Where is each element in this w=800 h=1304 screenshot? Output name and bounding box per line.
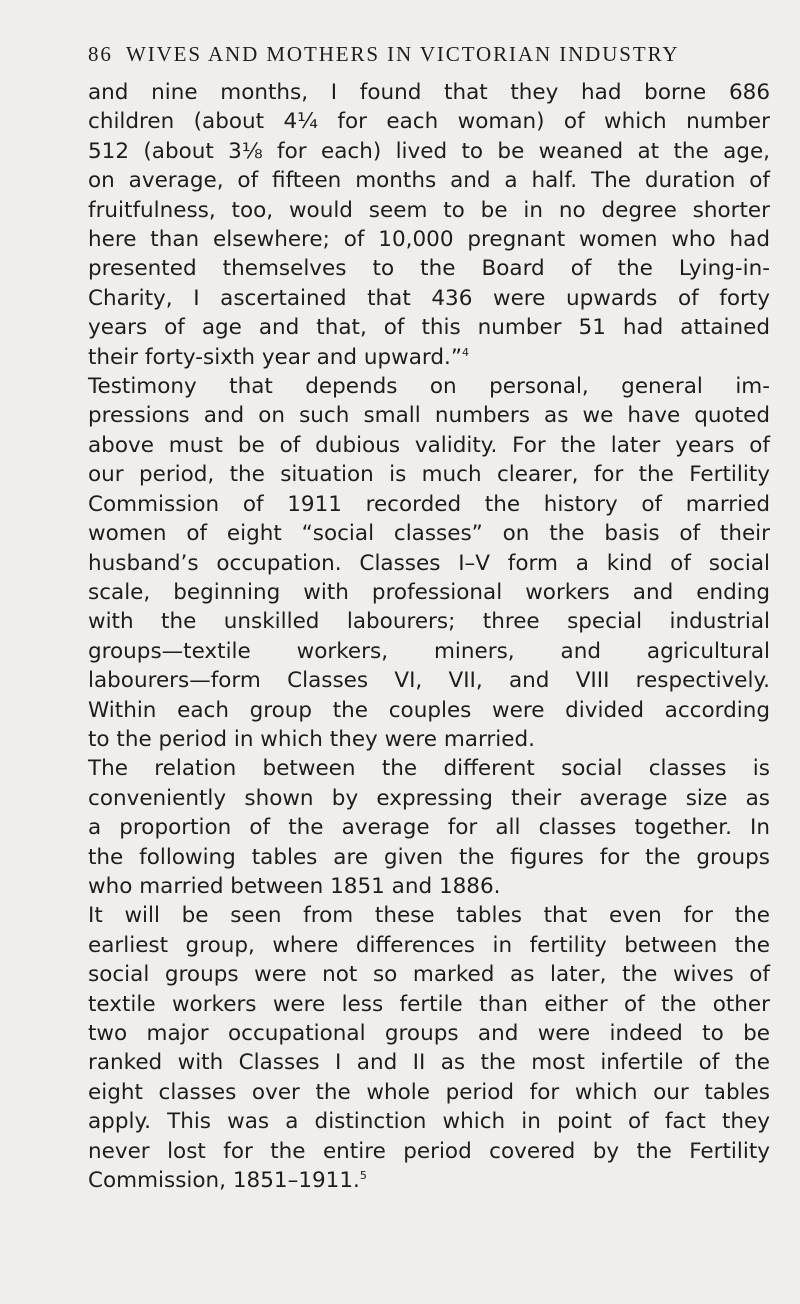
text-line: a proportion of the average for all classes together. In xyxy=(88,815,770,841)
text-line: earliest group, where differences in fertility between the xyxy=(88,932,770,958)
footnote-reference[interactable]: 4 xyxy=(462,345,470,359)
text-line: years of age and that, of this number 51 had attained xyxy=(88,315,770,341)
text-line: and nine months, I found that they had borne 686 xyxy=(88,80,770,105)
paragraph xyxy=(88,901,770,1195)
text-line: groups—textile workers, miners, and agricultural xyxy=(88,638,770,664)
text-line: their forty-sixth year and upward.”$^4$ xyxy=(88,344,470,370)
text-line: ranked with Classes I and II as the most infertile of the xyxy=(88,1050,770,1076)
text-line: women of eight “social classes” on the basis of their xyxy=(88,521,770,547)
body-text xyxy=(88,78,770,1195)
paragraph xyxy=(88,78,770,372)
text-line: presented themselves to the Board of the Lying-in- xyxy=(88,256,770,282)
text-line: Testimony that depends on personal, general im- xyxy=(88,374,770,400)
text-line: conveniently shown by expressing their average size as xyxy=(88,785,770,811)
text-line: Commission, 1851–1911.$^5$ xyxy=(88,1168,367,1194)
text-line: here than elsewhere; of 10,000 pregnant women who had xyxy=(88,227,770,253)
text-line: the following tables are given the figures for the groups xyxy=(88,844,770,870)
text-line: with the unskilled labourers; three special industrial xyxy=(88,609,770,635)
text-line: on average, of fifteen months and a half. The duration of xyxy=(88,168,770,194)
text-line: It will be seen from these tables that even for the xyxy=(88,903,770,929)
text-line: scale, beginning with professional workers and ending xyxy=(88,579,770,605)
paragraph xyxy=(88,372,770,754)
text-line: eight classes over the whole period for which our tables xyxy=(88,1079,770,1105)
text-line: The relation between the different social classes is xyxy=(88,756,770,782)
text-line: two major occupational groups and were indeed to be xyxy=(88,1021,770,1046)
text-line: children (about 4¼ for each woman) of which number xyxy=(88,109,770,135)
text-line: 512 (about 3⅛ for each) lived to be weaned at the age, xyxy=(88,138,770,164)
running-title: WIVES AND MOTHERS IN VICTORIAN INDUSTRY xyxy=(126,42,680,66)
text-line: our period, the situation is much clearer, for the Fertility xyxy=(88,462,770,488)
text-line: who married between 1851 and 1886. xyxy=(88,873,501,899)
footnote-reference[interactable]: 5 xyxy=(359,1168,367,1182)
text-line: above must be of dubious validity. For the later years of xyxy=(88,432,770,458)
text-line: textile workers were less fertile than either of the other xyxy=(88,991,770,1017)
text-line: never lost for the entire period covered by the Fertility xyxy=(88,1138,770,1164)
book-page xyxy=(88,40,770,1195)
text-line: fruitfulness, too, would seem to be in no degree shorter xyxy=(88,197,770,223)
text-line: apply. This was a distinction which in point of fact they xyxy=(88,1109,770,1135)
page-number: 86 xyxy=(88,42,113,66)
text-line: Within each group the couples were divided according xyxy=(88,697,770,723)
text-line: social groups were not so marked as later, the wives of xyxy=(88,962,770,988)
running-header xyxy=(88,40,770,68)
text-line: pressions and on such small numbers as we have quoted xyxy=(88,403,770,429)
text-line: Charity, I ascertained that 436 were upwards of forty xyxy=(88,285,770,311)
paragraph xyxy=(88,754,770,901)
text-line: husband’s occupation. Classes I–V form a kind of social xyxy=(88,550,770,576)
text-line: Commission of 1911 recorded the history of married xyxy=(88,491,770,517)
text-line: to the period in which they were married. xyxy=(88,726,535,752)
text-line: labourers—form Classes VI, VII, and VIII respectively. xyxy=(88,668,770,694)
